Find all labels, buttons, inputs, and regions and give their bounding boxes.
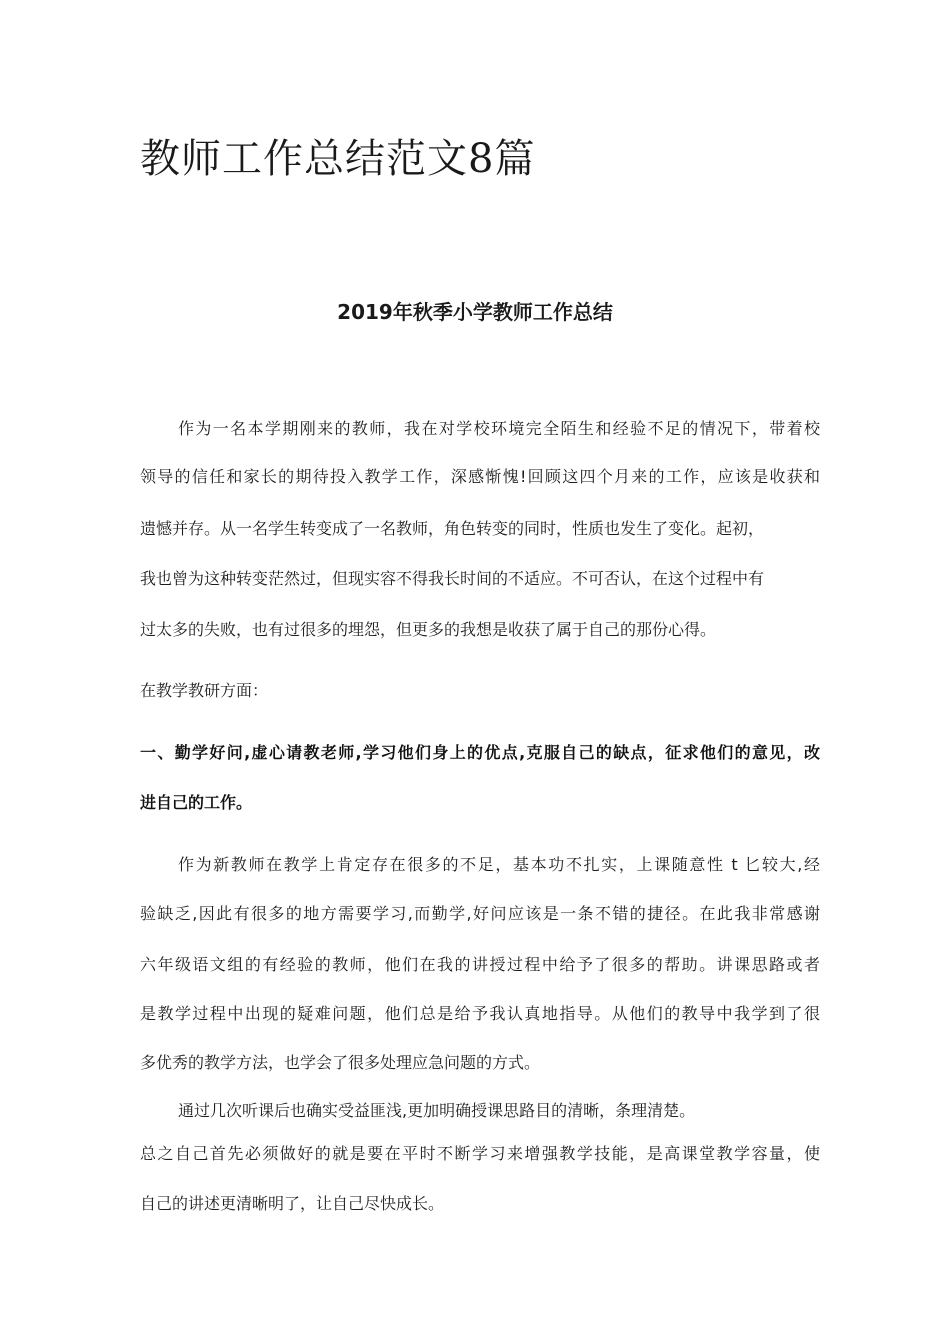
paragraph-line: 总之自己首先必须做好的就是要在平时不断学习来增强教学技能，是高课堂教学容量，使: [140, 1144, 820, 1163]
document-title: 教师工作总结范文8篇: [140, 136, 536, 182]
point-heading: 一、勤学好问,虚心请教老师,学习他们身上的优点,克服自己的缺点，征求他们的意见，改: [140, 743, 820, 762]
paragraph-line: 作为新教师在教学上肯定存在很多的不足，基本功不扎实，上课随意性 t 匕较大,经: [178, 855, 820, 874]
section-title: 2019年秋季小学教师工作总结: [337, 300, 613, 324]
paragraph-line: 多优秀的教学方法，也学会了很多处理应急问题的方式。: [140, 1053, 541, 1072]
section-heading: 在教学教研方面：: [140, 681, 269, 700]
paragraph-line: 我也曾为这种转变茫然过，但现实容不得我长时间的不适应。不可否认，在这个过程中有: [140, 569, 765, 588]
point-heading: 进自己的工作。: [140, 793, 253, 812]
paragraph-line: 遗憾并存。从一名学生转变成了一名教师，角色转变的同时，性质也发生了变化。起初，: [140, 519, 765, 538]
paragraph-line: 通过几次听课后也确实受益匪浅,更加明确授课思路目的清晰，条理清楚。: [178, 1101, 696, 1120]
paragraph-line: 作为一名本学期刚来的教师，我在对学校环境完全陌生和经验不足的情况下，带着校: [178, 419, 820, 438]
paragraph-line: 领导的信任和家长的期待投入教学工作，深感惭愧!回顾这四个月来的工作，应该是收获和: [140, 467, 820, 486]
paragraph-line: 验缺乏,因此有很多的地方需要学习,而勤学,好问应该是一条不错的捷径。在此我非常感谢: [140, 904, 820, 923]
paragraph-line: 自己的讲述更清晰明了，让自己尽快成长。: [140, 1194, 445, 1213]
paragraph-line: 六年级语文组的有经验的教师，他们在我的讲授过程中给予了很多的帮助。讲课思路或者: [140, 955, 820, 974]
paragraph-line: 过太多的失败，也有过很多的埋怨，但更多的我想是收获了属于自己的那份心得。: [140, 620, 717, 639]
paragraph-line: 是教学过程中出现的疑难问题，他们总是给予我认真地指导。从他们的教导中我学到了很: [140, 1004, 820, 1023]
